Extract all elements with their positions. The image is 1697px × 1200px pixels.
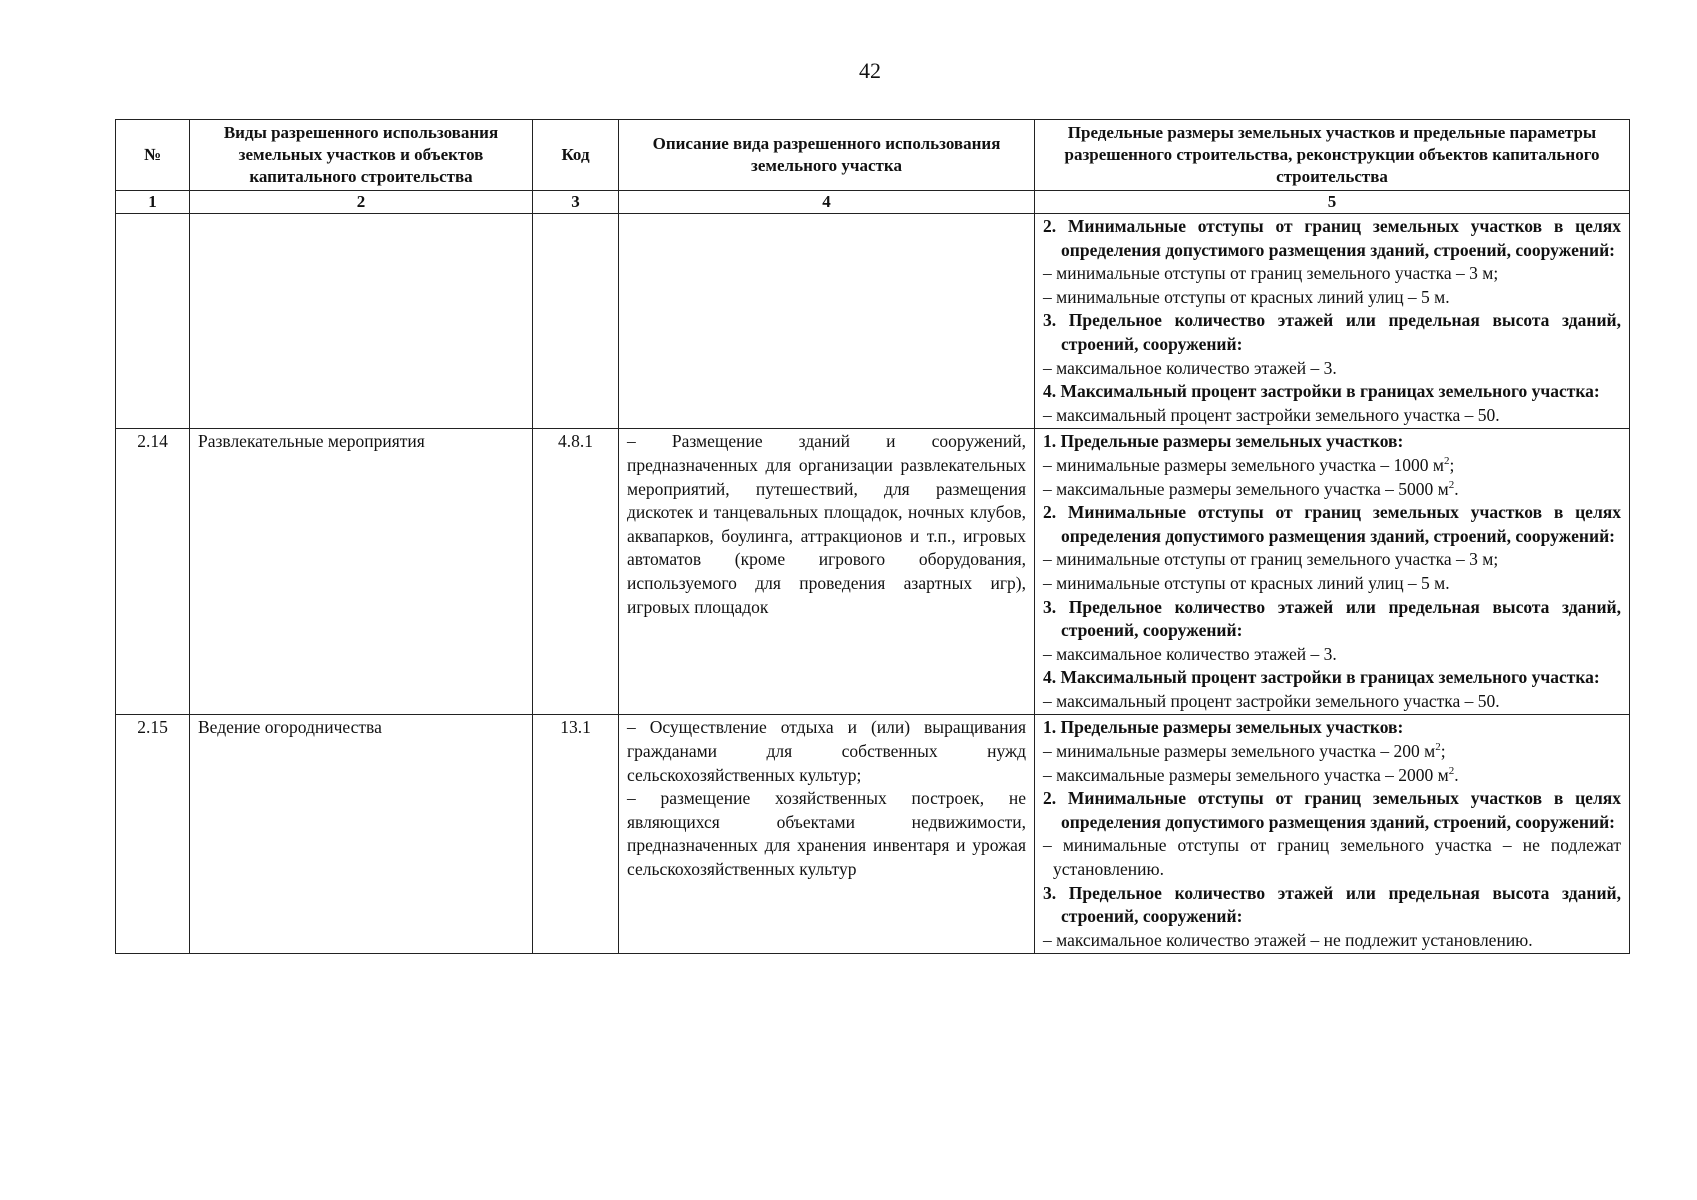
parameter-item — [1043, 740, 1621, 764]
row-description — [619, 214, 1035, 429]
parameter-heading — [1043, 882, 1621, 929]
row-parameters — [1035, 429, 1630, 715]
parameter-heading — [1043, 596, 1621, 643]
parameter-text: 2. Минимальные отступы от границ земельных участков в целях определения допустимого размещения зданий, строений, сооружений: — [1043, 788, 1621, 832]
description-paragraph: – Осуществление отдыха и (или) выращивания гражданами для собственных нужд сельскохозяйственных культур; — [627, 717, 1026, 785]
parameter-text: – минимальные отступы от красных линий улиц – 5 м. — [1043, 572, 1450, 593]
parameter-text: 1. Предельные размеры земельных участков: — [1043, 431, 1404, 452]
parameter-text: 3. Предельное количество этажей или предельная высота зданий, строений, сооружений: — [1043, 310, 1621, 354]
parameter-text: – максимальные размеры земельного участка – 5000 м — [1043, 478, 1449, 499]
parameter-text: 2. Минимальные отступы от границ земельных участков в целях определения допустимого размещения зданий, строений, сооружений: — [1043, 216, 1621, 260]
column-number: 4 — [619, 191, 1035, 214]
parameter-item — [1043, 572, 1621, 596]
parameter-item — [1043, 834, 1621, 881]
parameter-heading — [1043, 430, 1621, 454]
column-number-row — [116, 191, 1630, 214]
table-header-row — [116, 120, 1630, 191]
parameter-tail: . — [1454, 764, 1459, 785]
row-number — [116, 214, 190, 429]
column-number: 1 — [116, 191, 190, 214]
header-num: № — [116, 120, 190, 191]
header-params: Предельные размеры земельных участков и предельные параметры разрешенного строительства, реконструкции объектов капитального строительства — [1035, 120, 1630, 191]
parameter-item — [1043, 286, 1621, 310]
parameter-text: 3. Предельное количество этажей или предельная высота зданий, строений, сооружений: — [1043, 596, 1621, 641]
table-row — [116, 214, 1630, 429]
superscript: 2 — [1448, 478, 1455, 491]
row-parameters — [1035, 214, 1630, 429]
parameter-text: 4. Максимальный процент застройки в границах земельного участка: — [1043, 667, 1600, 688]
superscript: 2 — [1448, 764, 1455, 777]
column-number: 3 — [533, 191, 619, 214]
parameter-text: – минимальные отступы от границ земельного участка – 3 м; — [1043, 549, 1499, 570]
table-row — [116, 429, 1630, 715]
column-number: 2 — [190, 191, 533, 214]
parameter-item — [1043, 764, 1621, 788]
column-number: 5 — [1035, 191, 1630, 214]
row-description — [619, 715, 1035, 954]
row-use-type: Ведение огородничества — [190, 715, 533, 954]
parameter-text: – максимальное количество этажей – 3. — [1043, 643, 1337, 664]
parameter-text: – максимальные размеры земельного участка – 2000 м — [1043, 764, 1449, 785]
land-use-table — [115, 119, 1630, 954]
parameter-tail: ; — [1440, 741, 1446, 762]
parameter-item — [1043, 478, 1621, 502]
superscript: 2 — [1443, 455, 1450, 468]
description-paragraph: – размещение хозяйственных построек, не являющихся объектами недвижимости, предназначенных для хранения инвентаря и урожая сельскохозяйственных культур — [627, 788, 1026, 880]
table-row — [116, 715, 1630, 954]
parameter-text: 2. Минимальные отступы от границ земельных участков в целях определения допустимого размещения зданий, строений, сооружений: — [1043, 502, 1621, 546]
row-code — [533, 214, 619, 429]
parameter-text: 3. Предельное количество этажей или предельная высота зданий, строений, сооружений: — [1043, 882, 1621, 927]
header-name: Виды разрешенного использования земельных участков и объектов капитального строительства — [190, 120, 533, 191]
row-number: 2.14 — [116, 429, 190, 715]
parameter-item — [1043, 929, 1621, 953]
parameter-item — [1043, 357, 1621, 381]
parameter-heading — [1043, 501, 1621, 548]
parameter-text: – максимальное количество этажей – не подлежит установлению. — [1043, 929, 1533, 950]
parameter-item — [1043, 404, 1621, 428]
parameter-text: – минимальные размеры земельного участка – 1000 м — [1043, 454, 1444, 475]
parameter-text: 4. Максимальный процент застройки в границах земельного участка: — [1043, 381, 1600, 402]
parameter-item — [1043, 454, 1621, 478]
row-code: 4.8.1 — [533, 429, 619, 715]
row-parameters — [1035, 715, 1630, 954]
parameter-item — [1043, 548, 1621, 572]
parameter-text: – минимальные отступы от границ земельного участка – не подлежат установлению. — [1043, 835, 1621, 880]
row-use-type: Развлекательные мероприятия — [190, 429, 533, 715]
header-code: Код — [533, 120, 619, 191]
parameter-text: – минимальные размеры земельного участка – 200 м — [1043, 741, 1436, 762]
parameter-tail: . — [1454, 478, 1459, 499]
header-desc: Описание вида разрешенного использования земельного участка — [619, 120, 1035, 191]
parameter-heading — [1043, 716, 1621, 740]
parameter-heading — [1043, 787, 1621, 834]
superscript: 2 — [1435, 741, 1441, 754]
parameter-item — [1043, 262, 1621, 286]
parameter-text: – максимальный процент застройки земельного участка – 50. — [1043, 404, 1500, 425]
parameter-text: 1. Предельные размеры земельных участков: — [1043, 717, 1404, 738]
table-body — [116, 214, 1630, 954]
page-number: 42 — [859, 58, 881, 83]
row-use-type — [190, 214, 533, 429]
row-description — [619, 429, 1035, 715]
parameter-text: – максимальный процент застройки земельного участка – 50. — [1043, 690, 1500, 711]
parameter-tail: ; — [1449, 454, 1455, 475]
parameter-text: – максимальное количество этажей – 3. — [1043, 357, 1337, 378]
parameter-heading — [1043, 309, 1621, 356]
parameter-heading — [1043, 215, 1621, 262]
row-code: 13.1 — [533, 715, 619, 954]
description-paragraph: – Размещение зданий и сооружений, предназначенных для организации развлекательных мероприятий, путешествий, для размещения дискотек и танцевальных площадок, ночных клубов, аквапарков, боулинга, аттракционов и т.п., игровых автоматов (кроме игрового оборудования, используемого для проведения азартных игр), игровых площадок — [627, 431, 1026, 617]
parameter-item — [1043, 690, 1621, 714]
parameter-heading — [1043, 666, 1621, 690]
row-number: 2.15 — [116, 715, 190, 954]
parameter-item — [1043, 643, 1621, 667]
parameter-text: – минимальные отступы от красных линий улиц – 5 м. — [1043, 286, 1450, 307]
parameter-text: – минимальные отступы от границ земельного участка – 3 м; — [1043, 263, 1499, 284]
parameter-heading — [1043, 380, 1621, 404]
